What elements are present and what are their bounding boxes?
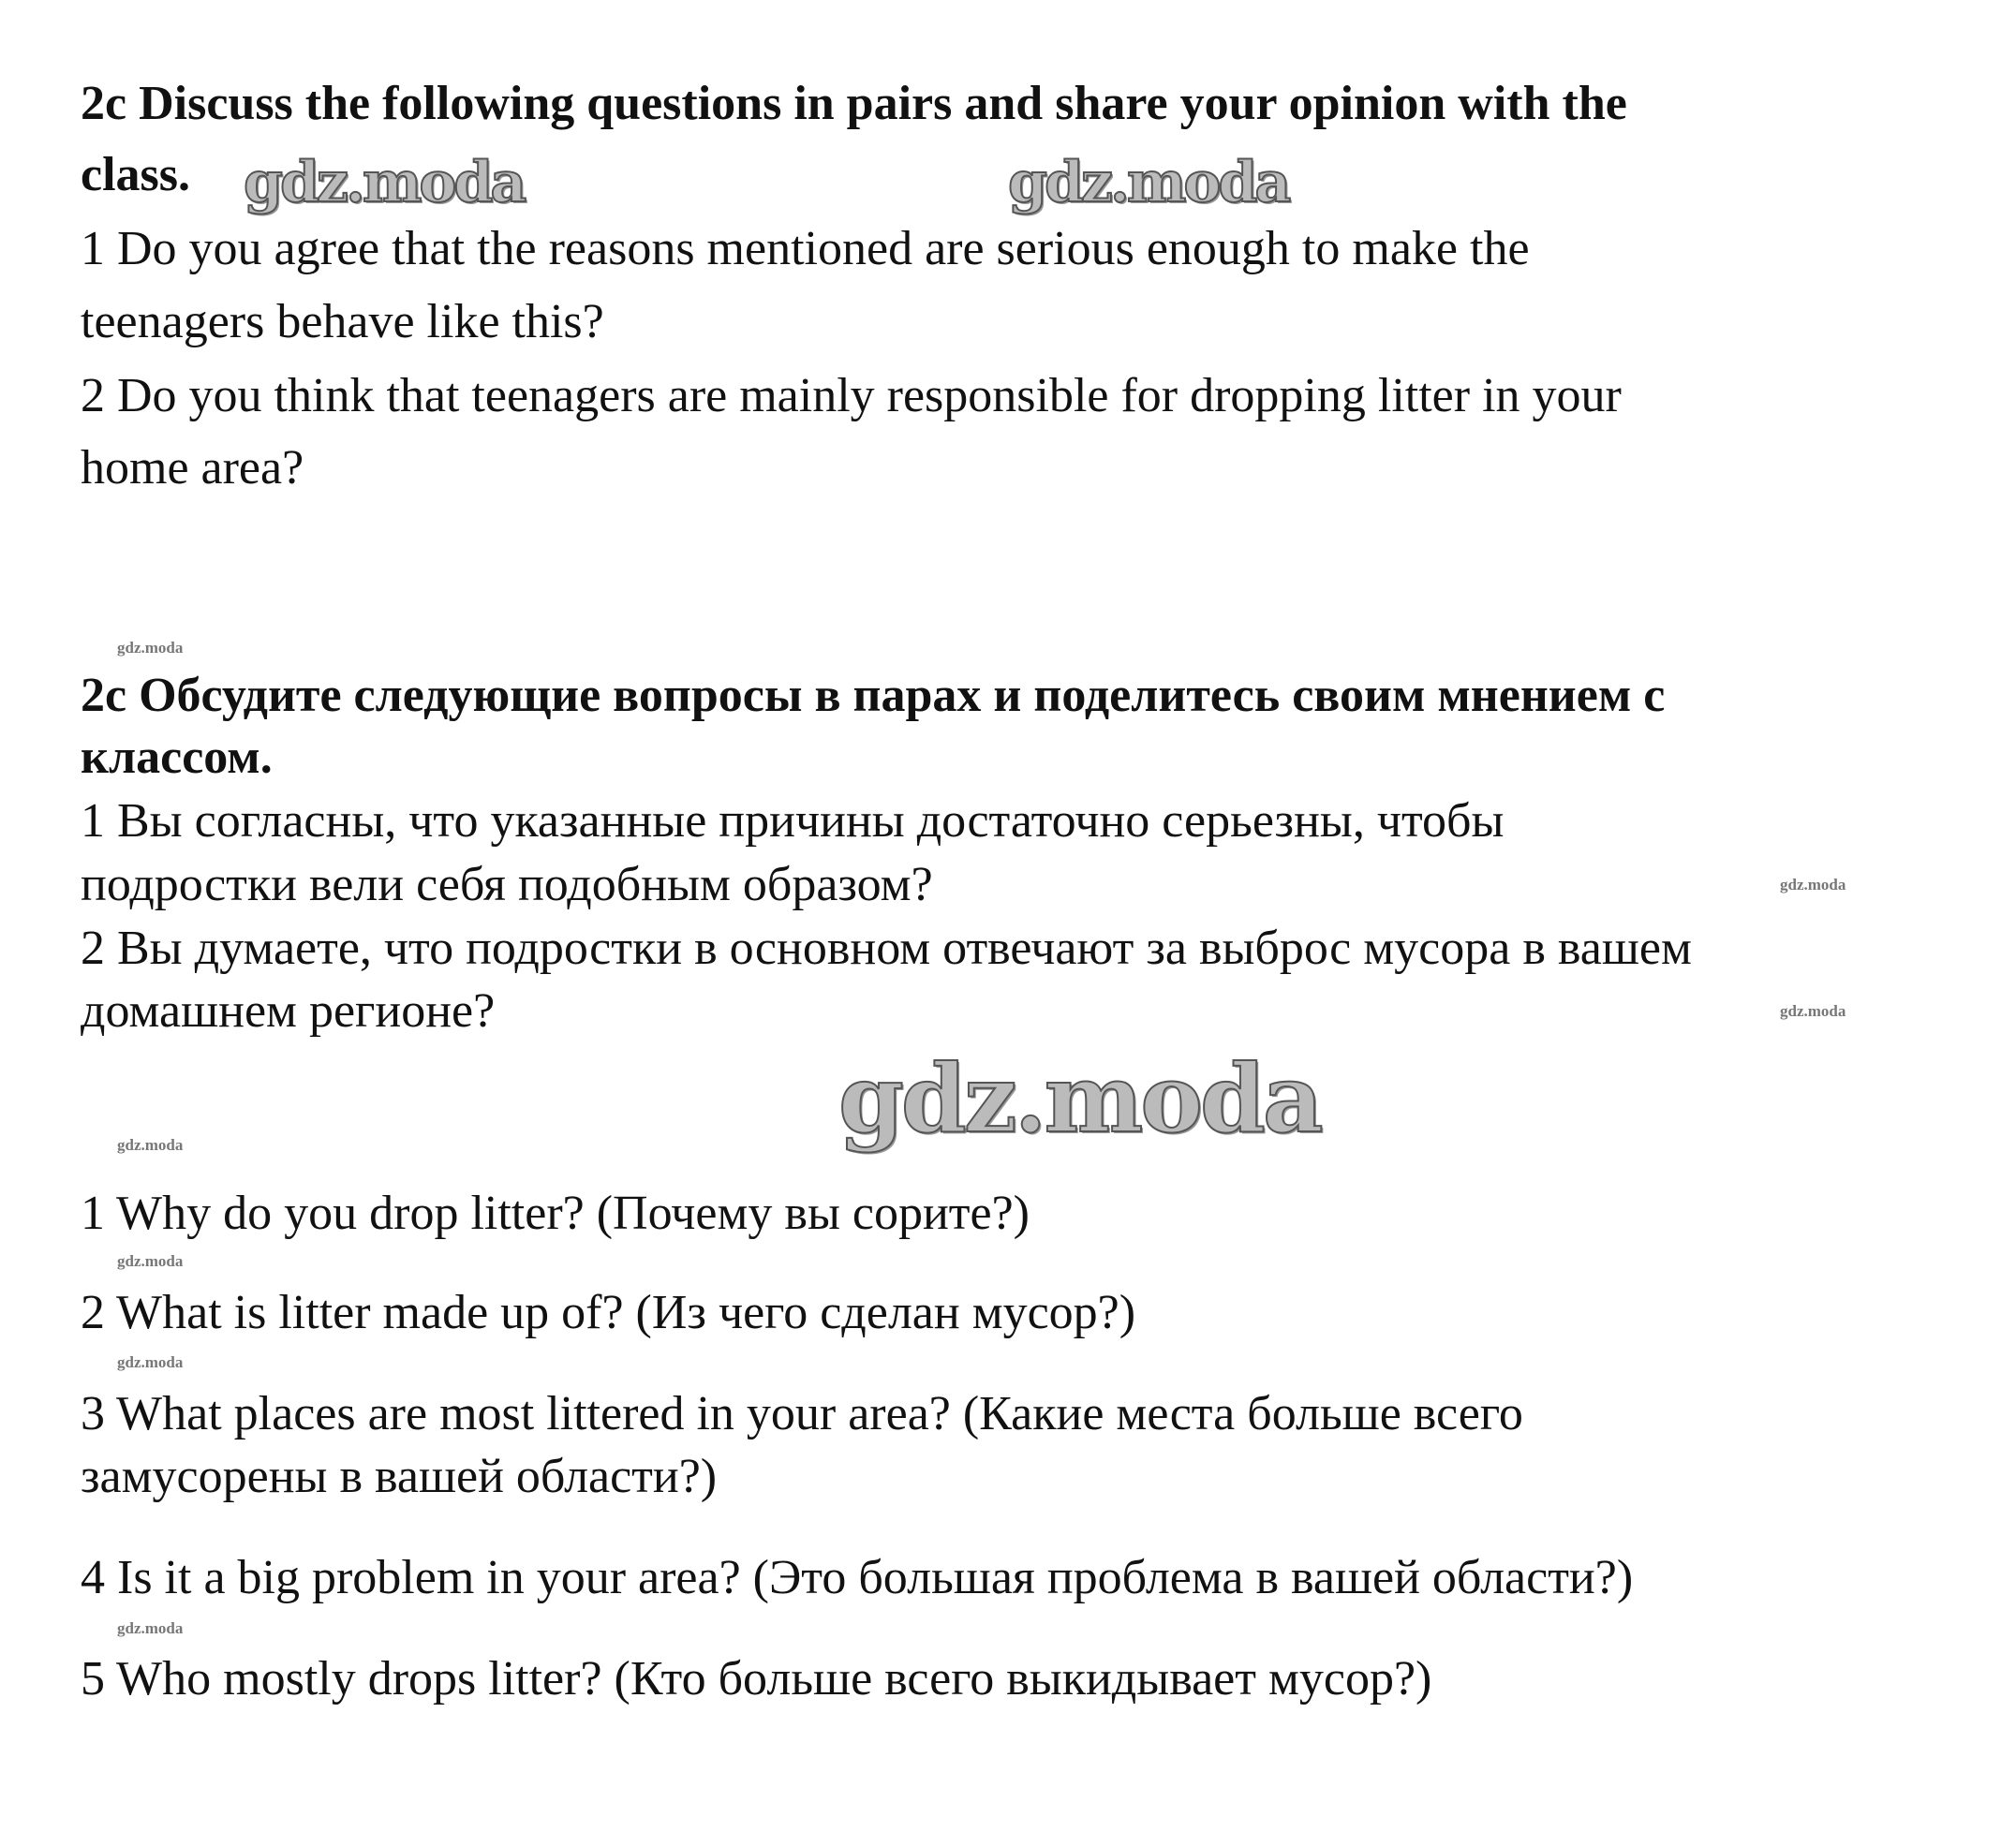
english-question-1-line-2: teenagers behave like this?	[81, 295, 604, 348]
english-question-2-line-2: home area?	[81, 441, 304, 495]
watermark-small: gdz.moda	[117, 1252, 184, 1270]
answer-1: 1 Why do you drop litter? (Почему вы сорите?)	[81, 1187, 1030, 1240]
russian-question-1-line-2: подростки вели себя подобным образом?	[81, 858, 933, 911]
english-question-2-line-1: 2 Do you think that teenagers are mainly responsible for dropping litter in your	[81, 369, 1622, 422]
russian-question-2-line-2: домашнем регионе?	[81, 984, 496, 1038]
answer-2: 2 What is litter made up of? (Из чего сделан мусор?)	[81, 1286, 1136, 1339]
watermark-large: gdz.moda	[244, 150, 525, 215]
watermark-small: gdz.moda	[117, 639, 184, 657]
russian-heading-line-2: классом.	[81, 731, 273, 784]
watermark-small: gdz.moda	[117, 1619, 184, 1637]
watermark-small: gdz.moda	[1780, 1002, 1846, 1020]
english-question-1-line-1: 1 Do you agree that the reasons mentioned are serious enough to make the	[81, 222, 1530, 275]
watermark-small: gdz.moda	[1780, 876, 1846, 893]
russian-question-1-line-1: 1 Вы согласны, что указанные причины достаточно серьезны, чтобы	[81, 794, 1505, 848]
answer-5: 5 Who mostly drops litter? (Кто больше всего выкидывает мусор?)	[81, 1652, 1432, 1705]
watermark-large: gdz.moda	[1008, 150, 1289, 215]
english-heading-line-2: class.	[81, 148, 190, 201]
watermark-large: gdz.moda	[838, 1043, 1321, 1154]
watermark-small: gdz.moda	[117, 1353, 184, 1371]
russian-question-2-line-1: 2 Вы думаете, что подростки в основном отвечают за выброс мусора в вашем	[81, 922, 1692, 975]
watermark-small: gdz.moda	[117, 1136, 184, 1154]
answer-3-line-2: замусорены в вашей области?)	[81, 1450, 718, 1503]
answer-4: 4 Is it a big problem in your area? (Это большая проблема в вашей области?)	[81, 1551, 1634, 1604]
russian-heading-line-1: 2c Обсудите следующие вопросы в парах и поделитесь своим мнением с	[81, 669, 1666, 722]
answer-3-line-1: 3 What places are most littered in your area? (Какие места больше всего	[81, 1387, 1523, 1440]
english-heading-line-1: 2c Discuss the following questions in pairs and share your opinion with the	[81, 77, 1627, 130]
